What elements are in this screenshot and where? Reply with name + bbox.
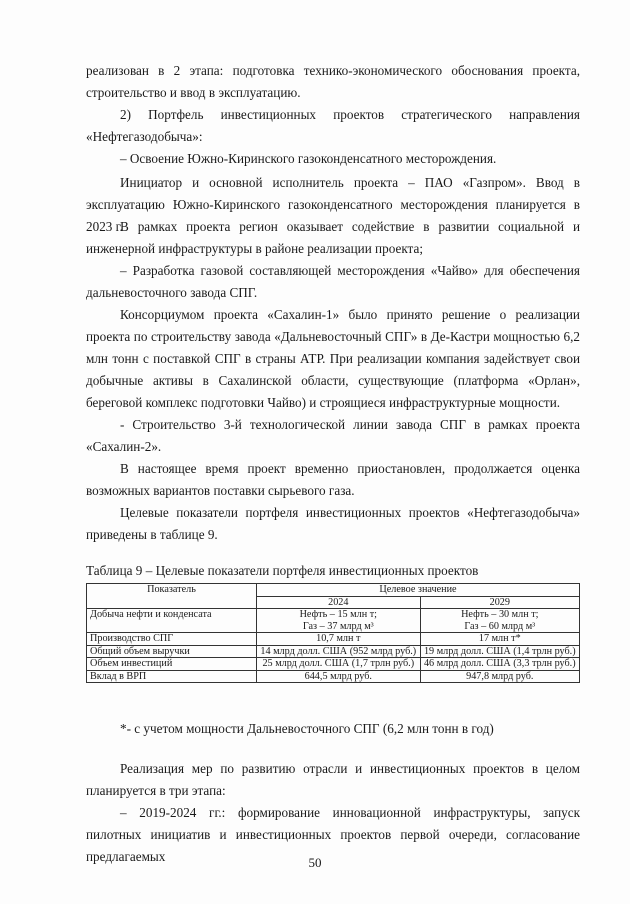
table-row bbox=[87, 658, 580, 671]
paragraph-region-support: В рамках проекта регион оказывает содействие в развитии социальной и инженерной инфраструктуры в районе реализации проекта; bbox=[86, 219, 580, 256]
cell-line: Газ – 37 млрд м³ bbox=[302, 620, 374, 632]
targets-table bbox=[86, 583, 580, 683]
cell-2024: 14 млрд долл. США (952 млрд руб.) bbox=[257, 645, 421, 658]
header-target-value: Целевое значение bbox=[257, 584, 580, 597]
cell-line: Нефть – 15 млн т; bbox=[299, 609, 377, 620]
header-year-2: 2029 bbox=[420, 596, 579, 609]
row-label: Объем инвестиций bbox=[87, 658, 257, 671]
table-caption: Таблица 9 – Целевые показатели портфеля инвестиционных проектов bbox=[86, 563, 479, 578]
cell-2024 bbox=[257, 609, 421, 633]
cell-2024: 25 млрд долл. США (1,7 трлн руб.) bbox=[257, 658, 421, 671]
cell-line: Нефть – 30 млн т; bbox=[461, 609, 539, 620]
table-header-row bbox=[87, 584, 580, 597]
paragraph-suspended: В настоящее время проект временно приостановлен, продолжается оценка возможных вариантов поставки сырьевого газа. bbox=[86, 461, 580, 498]
cell-line: Газ – 60 млрд м³ bbox=[464, 620, 536, 632]
paragraph-initiator: Инициатор и основной исполнитель проекта – ПАО «Газпром». Ввод в эксплуатацию Южно-Киринского газоконденсатного месторождения планируется в 2023 г. bbox=[86, 175, 580, 234]
paragraph-stage-2019-2024: – 2019-2024 гг.: формирование инновационной инфраструктуры, запуск пилотных инициатив и инвестиционных проектов первой очереди, согласование предлагаемых bbox=[86, 805, 580, 864]
row-label: Вклад в ВРП bbox=[87, 670, 257, 683]
paragraph-sakhalin-1: Консорциумом проекта «Сахалин-1» было принято решение о реализации проекта по строительству завода «Дальневосточный СПГ» в Де-Кастри мощностью 6,2 млн тонн с поставкой СПГ в страны АТР. При реализации компания задействует свои добычные активы в Сахалинской области, существующие (платформа «Орлан», береговой комплекс подготовки Чайво) и строящиеся инфраструктурные мощности. bbox=[86, 307, 580, 410]
header-year-1: 2024 bbox=[257, 596, 421, 609]
paragraph-table-reference: Целевые показатели портфеля инвестиционных проектов «Нефтегазодобыча» приведены в таблице 9. bbox=[86, 505, 580, 542]
cell-2029: 947,8 млрд руб. bbox=[420, 670, 579, 683]
cell-2029: 46 млрд долл. США (3,3 трлн руб.) bbox=[420, 658, 579, 671]
table-row bbox=[87, 633, 580, 646]
table-row bbox=[87, 645, 580, 658]
table-footnote: *- с учетом мощности Дальневосточного СПГ (6,2 млн тонн в год) bbox=[120, 721, 494, 736]
paragraph-portfolio-heading: 2) Портфель инвестиционных проектов стратегического направления «Нефтегазодобыча»: bbox=[86, 107, 580, 144]
cell-2024: 644,5 млрд руб. bbox=[257, 670, 421, 683]
table-row bbox=[87, 670, 580, 683]
paragraph-chayvo: – Разработка газовой составляющей месторождения «Чайво» для обеспечения дальневосточного завода СПГ. bbox=[86, 263, 580, 300]
paragraph-yuzhno-kirinskoye: – Освоение Южно-Киринского газоконденсатного месторождения. bbox=[120, 151, 497, 166]
cell-2029 bbox=[420, 609, 579, 633]
table-row bbox=[87, 609, 580, 633]
header-indicator: Показатель bbox=[87, 584, 257, 609]
cell-2024: 10,7 млн т bbox=[257, 633, 421, 646]
cell-2029: 17 млн т* bbox=[420, 633, 579, 646]
row-label: Добыча нефти и конденсата bbox=[87, 609, 257, 633]
page-number: 50 bbox=[308, 855, 322, 870]
paragraph-sakhalin-2: - Строительство 3-й технологической линии завода СПГ в рамках проекта «Сахалин-2». bbox=[86, 417, 580, 454]
paragraph-stages-intro: реализован в 2 этапа: подготовка технико-экономического обоснования проекта, строительство и ввод в эксплуатацию. bbox=[86, 63, 580, 100]
paragraph-three-stages: Реализация мер по развитию отрасли и инвестиционных проектов в целом планируется в три этапа: bbox=[86, 761, 580, 798]
cell-2029: 19 млрд долл. США (1,4 трлн руб.) bbox=[420, 645, 579, 658]
row-label: Общий объем выручки bbox=[87, 645, 257, 658]
row-label: Производство СПГ bbox=[87, 633, 257, 646]
